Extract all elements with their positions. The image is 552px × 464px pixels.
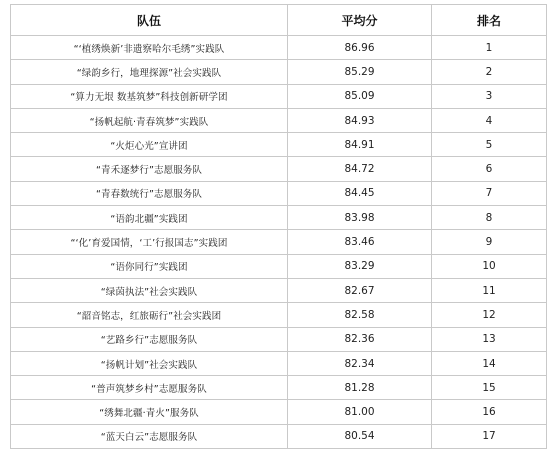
average-score: 83.98 <box>288 206 432 230</box>
header-average-score: 平均分 <box>288 5 432 36</box>
rank: 6 <box>432 157 547 181</box>
team-name: “火炬心光”宣讲团 <box>11 133 288 157</box>
team-name: “青禾逐梦行”志愿服务队 <box>11 157 288 181</box>
rank: 17 <box>432 424 547 448</box>
average-score: 85.09 <box>288 84 432 108</box>
average-score: 82.58 <box>288 303 432 327</box>
table-row <box>11 400 547 424</box>
rank: 13 <box>432 327 547 351</box>
table-row <box>11 133 547 157</box>
team-name: “绣舞北疆·青火”服务队 <box>11 400 288 424</box>
table-row <box>11 351 547 375</box>
average-score: 81.00 <box>288 400 432 424</box>
average-score: 82.34 <box>288 351 432 375</box>
table-row <box>11 327 547 351</box>
table-row <box>11 157 547 181</box>
ranking-table <box>10 4 547 449</box>
table-body <box>11 36 547 449</box>
table-header <box>11 5 547 36</box>
table-row <box>11 254 547 278</box>
team-name: “韶音铭志，红旅砺行”社会实践团 <box>11 303 288 327</box>
team-name: “青春数统行”志愿服务队 <box>11 181 288 205</box>
rank: 4 <box>432 108 547 132</box>
average-score: 83.29 <box>288 254 432 278</box>
average-score: 84.93 <box>288 108 432 132</box>
average-score: 86.96 <box>288 36 432 60</box>
rank: 15 <box>432 376 547 400</box>
average-score: 82.36 <box>288 327 432 351</box>
rank: 12 <box>432 303 547 327</box>
team-name: “扬帆起航·青春筑梦”实践队 <box>11 108 288 132</box>
team-name: “语韵北疆”实践团 <box>11 206 288 230</box>
rank: 10 <box>432 254 547 278</box>
table-row <box>11 376 547 400</box>
average-score: 83.46 <box>288 230 432 254</box>
average-score: 84.91 <box>288 133 432 157</box>
average-score: 84.45 <box>288 181 432 205</box>
table-row <box>11 108 547 132</box>
table-row <box>11 303 547 327</box>
rank: 11 <box>432 278 547 302</box>
rank: 8 <box>432 206 547 230</box>
header-team: 队伍 <box>11 5 288 36</box>
table-row <box>11 60 547 84</box>
table-row <box>11 424 547 448</box>
team-name: “蓝天白云”志愿服务队 <box>11 424 288 448</box>
rank: 5 <box>432 133 547 157</box>
rank: 1 <box>432 36 547 60</box>
team-name: “扬帆计划”社会实践队 <box>11 351 288 375</box>
rank: 16 <box>432 400 547 424</box>
table-row <box>11 36 547 60</box>
team-name: “语你同行”实践团 <box>11 254 288 278</box>
table-row <box>11 181 547 205</box>
average-score: 85.29 <box>288 60 432 84</box>
team-name: “艺路乡行”志愿服务队 <box>11 327 288 351</box>
table-row <box>11 206 547 230</box>
team-name: “绿韵乡行，地理探源”社会实践队 <box>11 60 288 84</box>
rank: 3 <box>432 84 547 108</box>
average-score: 84.72 <box>288 157 432 181</box>
header-rank: 排名 <box>432 5 547 36</box>
table-row <box>11 230 547 254</box>
team-name: “‘化’育爱国情，‘工’行报国志”实践团 <box>11 230 288 254</box>
rank: 7 <box>432 181 547 205</box>
table-row <box>11 278 547 302</box>
team-name: “算力无垠 数基筑梦”科技创新研学团 <box>11 84 288 108</box>
team-name: “普声筑梦乡村”志愿服务队 <box>11 376 288 400</box>
header-row <box>11 5 547 36</box>
average-score: 82.67 <box>288 278 432 302</box>
rank: 2 <box>432 60 547 84</box>
table-row <box>11 84 547 108</box>
average-score: 81.28 <box>288 376 432 400</box>
rank: 14 <box>432 351 547 375</box>
team-name: “‘植绣焕新’非遗察哈尔毛绣”实践队 <box>11 36 288 60</box>
rank: 9 <box>432 230 547 254</box>
average-score: 80.54 <box>288 424 432 448</box>
team-name: “绿茵执法”社会实践队 <box>11 278 288 302</box>
